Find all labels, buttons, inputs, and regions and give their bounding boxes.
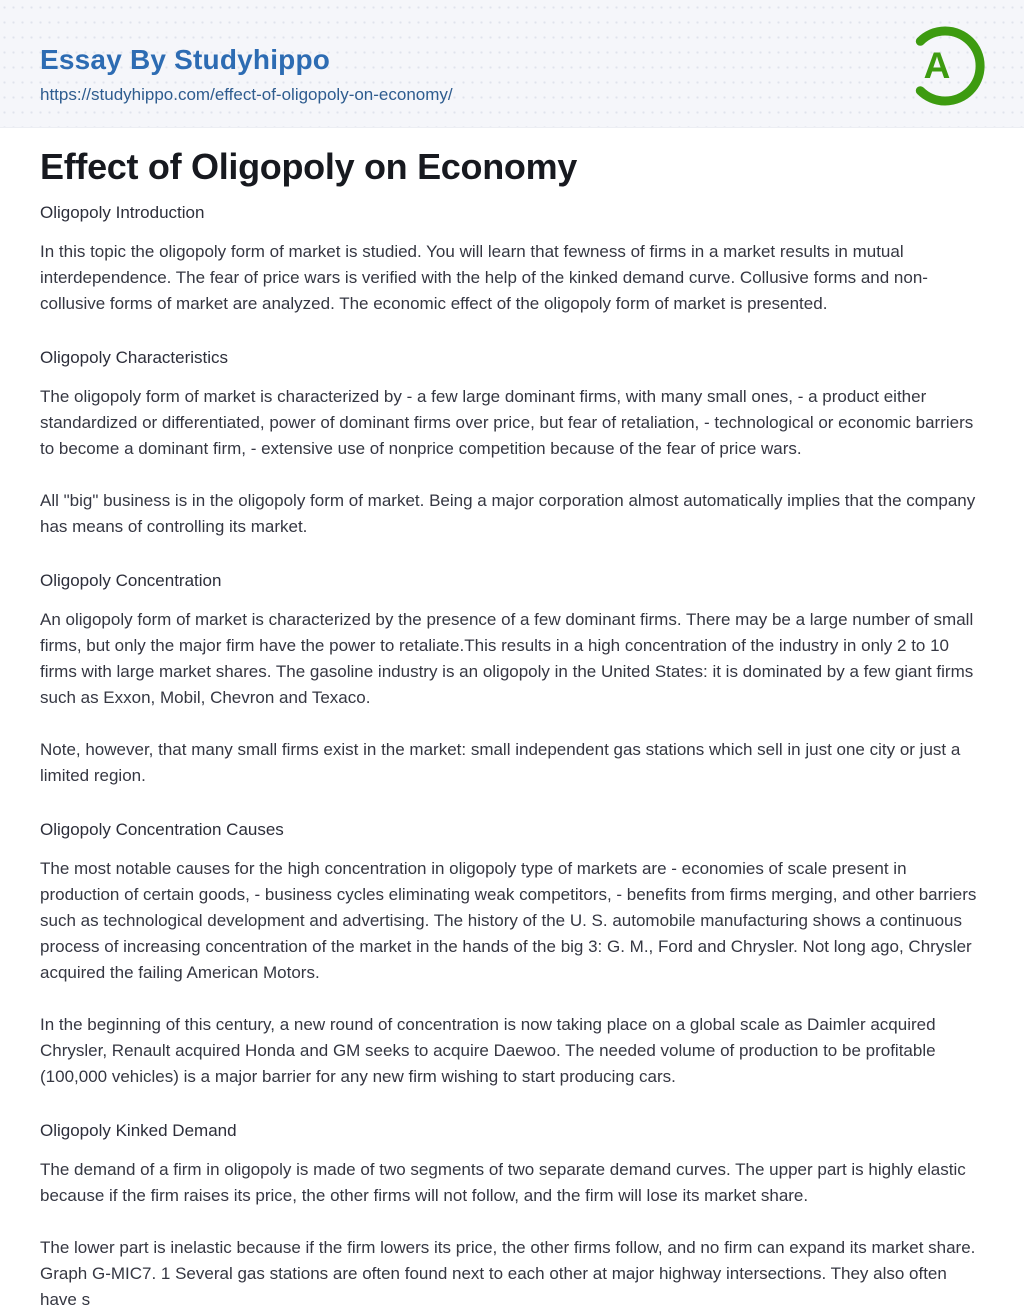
section-kinked-demand — [40, 1121, 985, 1313]
paragraph: The most notable causes for the high concentration in oligopoly type of markets are - economies of scale present in production of certain goods, - business cycles eliminating weak competitors, - benefits from firms merging, and other barriers such as technological development and advertising. The history of the U. S. automobile manufacturing shows a continuous process of increasing concentration of the market in the hands of the big 3: G. M., Ford and Chrysler. Not long ago, Chrysler acquired the failing American Motors. — [40, 859, 977, 982]
paragraph: All "big" business is in the oligopoly form of market. Being a major corporation almost automatically implies that the company has means of controlling its market. — [40, 491, 976, 536]
section-characteristics — [40, 348, 985, 540]
paragraph: An oligopoly form of market is characterized by the presence of a few dominant firms. There may be a large number of small firms, but only the major firm have the power to retaliate.This results in a high concentration of the industry in only 2 to 10 firms with large market shares. The gasoline industry is an oligopoly in the United States: it is dominated by a few giant firms such as Exxon, Mobil, Chevron and Texaco. — [40, 610, 974, 707]
page-title: Effect of Oligopoly on Economy — [40, 146, 578, 187]
paragraph: In this topic the oligopoly form of market is studied. You will learn that fewness of firms in a market results in mutual interdependence. The fear of price wars is verified with the help of the kinked demand curve. Collusive forms and non-collusive forms of market are analyzed. The economic effect of the oligopoly form of market is presented. — [40, 242, 928, 313]
section-introduction — [40, 203, 985, 317]
article — [0, 128, 1024, 1313]
section-heading: Oligopoly Characteristics — [40, 348, 229, 367]
section-concentration-causes — [40, 820, 985, 1090]
studyhippo-logo — [899, 20, 991, 112]
section-heading: Oligopoly Concentration — [40, 571, 222, 590]
paragraph: The oligopoly form of market is characterized by - a few large dominant firms, with many small ones, - a product either standardized or differentiated, power of dominant firms over price, but fear of retaliation, - technological or economic barriers to become a dominant firm, - extensive use of nonprice competition because of the fear of price wars. — [40, 387, 974, 458]
section-concentration — [40, 571, 985, 789]
paragraph: Note, however, that many small firms exist in the market: small independent gas stations which sell in just one city or just a limited region. — [40, 740, 961, 785]
logo-letter: A — [923, 45, 951, 86]
site-url: https://studyhippo.com/effect-of-oligopoly-on-economy/ — [40, 85, 453, 104]
paragraph: The demand of a firm in oligopoly is made of two segments of two separate demand curves. The upper part is highly elastic because if the firm raises its price, the other firms will not follow, and the firm will lose its market share. — [40, 1160, 966, 1205]
paragraph: The lower part is inelastic because if the firm lowers its price, the other firms follow, and no firm can expand its market share. Graph G-MIC7. 1 Several gas stations are often found next to each other at major highway intersections. They also often have s — [40, 1238, 976, 1309]
page-header — [0, 0, 1024, 128]
section-heading: Oligopoly Introduction — [40, 203, 205, 222]
paragraph: In the beginning of this century, a new round of concentration is now taking place on a global scale as Daimler acquired Chrysler, Renault acquired Honda and GM seeks to acquire Daewoo. The needed volume of production to be profitable (100,000 vehicles) is a major barrier for any new firm wishing to start producing cars. — [40, 1015, 936, 1086]
section-heading: Oligopoly Kinked Demand — [40, 1121, 237, 1140]
site-title: Essay By Studyhippo — [40, 44, 331, 75]
logo-arc-icon — [899, 20, 991, 112]
section-heading: Oligopoly Concentration Causes — [40, 820, 284, 839]
